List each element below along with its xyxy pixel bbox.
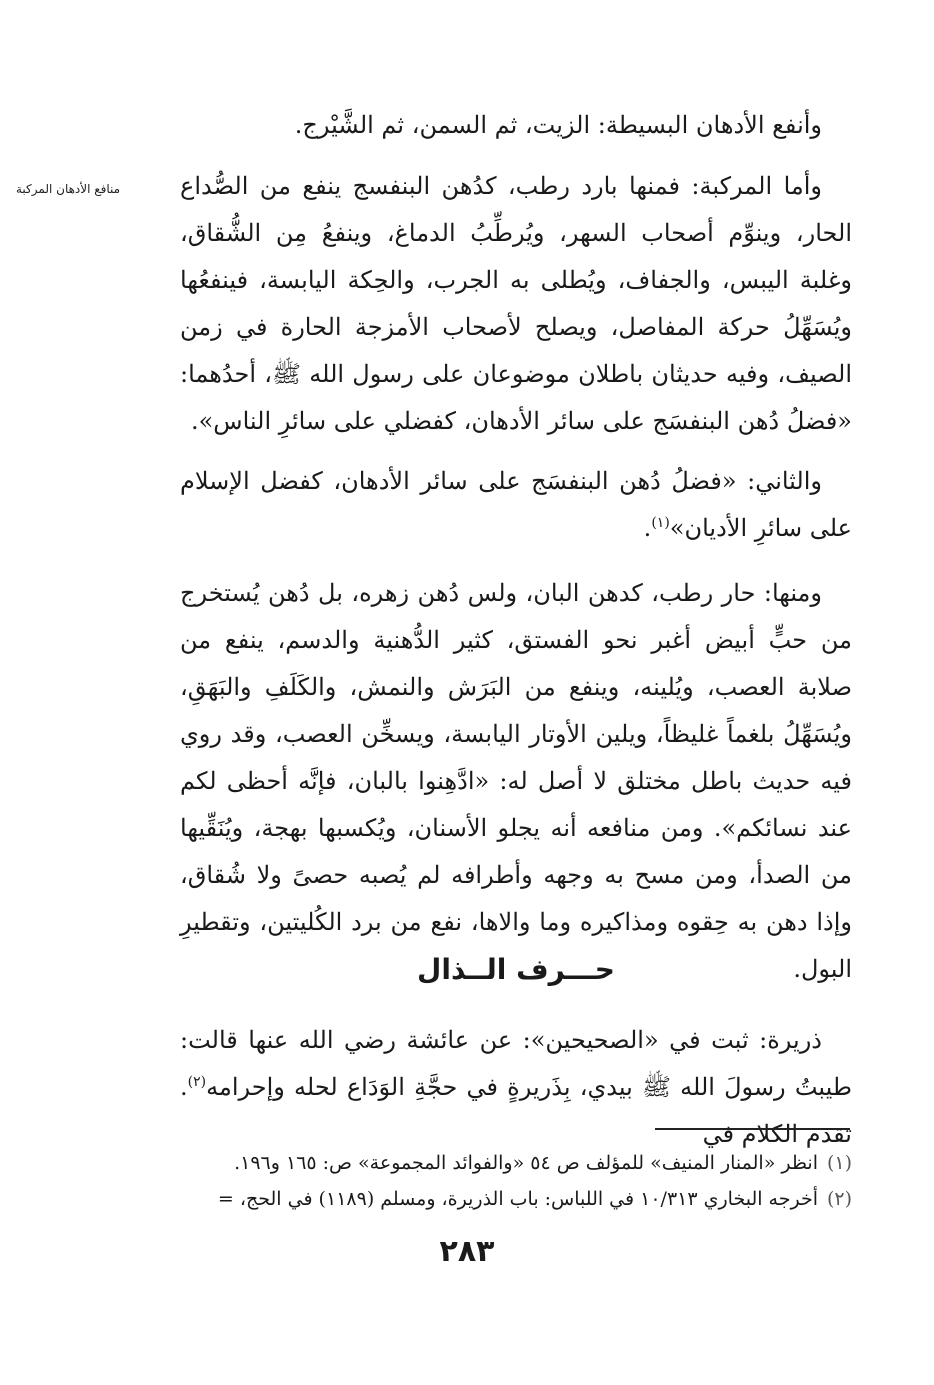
- footnote-2: [160, 1181, 852, 1217]
- footnote-1: [160, 1145, 852, 1181]
- paragraph-ban-oil: ومنها: حار رطب، كدهن البان، ولس دُهن زهره، بل دُهن يُستخرج من حبٍّ أبيض أغبر نحو الفستق، كثير الدُّهنية والدسم، ينفع من صلابة العصب، ويُلينه، وينفع من البَرَش والنمش، والكَلَفِ والبَهَقِ، ويُسَهِّلُ بلغماً غليظاً، ويلين الأوتار اليابسة، ويسخِّن العصب، وقد روي فيه حديث باطل مختلق لا أصل له: «ادَّهِنوا بالبان، فإنَّه أحظى لكم عند نسائكم». ومن منافعه أنه يجلو الأسنان، ويُكسبها بهجة، ويُنَقِّيها من الصدأ، ومن مسح به وجهه وأطرافه لم يُصبه حصىً ولا شُقاق، وإذا دهن به حِقوه ومذاكيره وما والاها، نفع من برد الكُليتين، وتقطيرِ البول.: [180, 579, 853, 983]
- main-text: [180, 1017, 852, 1158]
- paragraph-second-hadith-text: والثاني: «فضلُ دُهن البنفسَج على سائر الأدهان، كفضل الإسلام على سائرِ الأديان»: [180, 467, 852, 542]
- paragraph-second-hadith: [180, 458, 852, 552]
- margin-note: منافع الأدهان المركبة: [16, 182, 121, 196]
- footnote-text: أخرجه البخاري ١٠/٣١٣ في اللباس: باب الذريرة، ومسلم (١١٨٩) في الحج، =: [217, 1188, 818, 1210]
- page-number: ٢٨٣: [439, 1234, 495, 1269]
- paragraph-dharira: [180, 1017, 852, 1158]
- footnote-number: (١): [826, 1152, 852, 1174]
- footnote-ref-1: (١): [651, 515, 670, 531]
- main-text: [180, 570, 852, 993]
- paragraph-compound-oils: وأما المركبة: فمنها بارد رطب، كدُهن البنفسج ينفع من الصُّداع الحار، وينوِّم أصحاب السهر، ويُرطِّبُ الدماغ، وينفعُ مِن الشُّقاق، وغلبة اليبس، والجفاف، ويُطلى به الجرب، والحِكة اليابسة، فينفعُها ويُسَهِّلُ حركة المفاصل، ويصلح لأصحاب الأمزجة الحارة في زمن الصيف، وفيه حديثان باطلان موضوعان على رسول الله ﷺ، أحدُهما: «فضلُ دُهن البنفسَج على سائر الأدهان، كفضلي على سائرِ الناس».: [180, 172, 852, 435]
- footnote-divider: [655, 1128, 850, 1130]
- main-text: [180, 458, 852, 552]
- paragraph-end-mark: .: [643, 514, 652, 542]
- paragraph-dharira-text: ذريرة: ثبت في «الصحيحين»: عن عائشة رضي الله عنها قالت: طيبتُ رسولَ الله ﷺ بيدي، بِذَريرةٍ في حجَّةِ الوَدَاع لحله وإحرامه: [180, 1026, 852, 1101]
- paragraph-dharira-tail: . تقدم الكلام في: [180, 1073, 852, 1148]
- footnote-number: (٢): [826, 1188, 852, 1210]
- paragraph-simple-oils: وأنفع الأدهان البسيطة: الزيت، ثم السمن، ثم الشَّيْرج.: [294, 111, 822, 139]
- section-heading: حـــرف الــذال: [417, 953, 615, 986]
- footnote-ref-2: (٢): [187, 1074, 207, 1090]
- footnote-text: انظر «المنار المنيف» للمؤلف ص ٥٤ «والفوائد المجموعة» ص: ١٦٥ و١٩٦.: [234, 1152, 818, 1174]
- main-text: [180, 163, 852, 445]
- main-text: [180, 102, 852, 149]
- footnotes: [160, 1145, 852, 1217]
